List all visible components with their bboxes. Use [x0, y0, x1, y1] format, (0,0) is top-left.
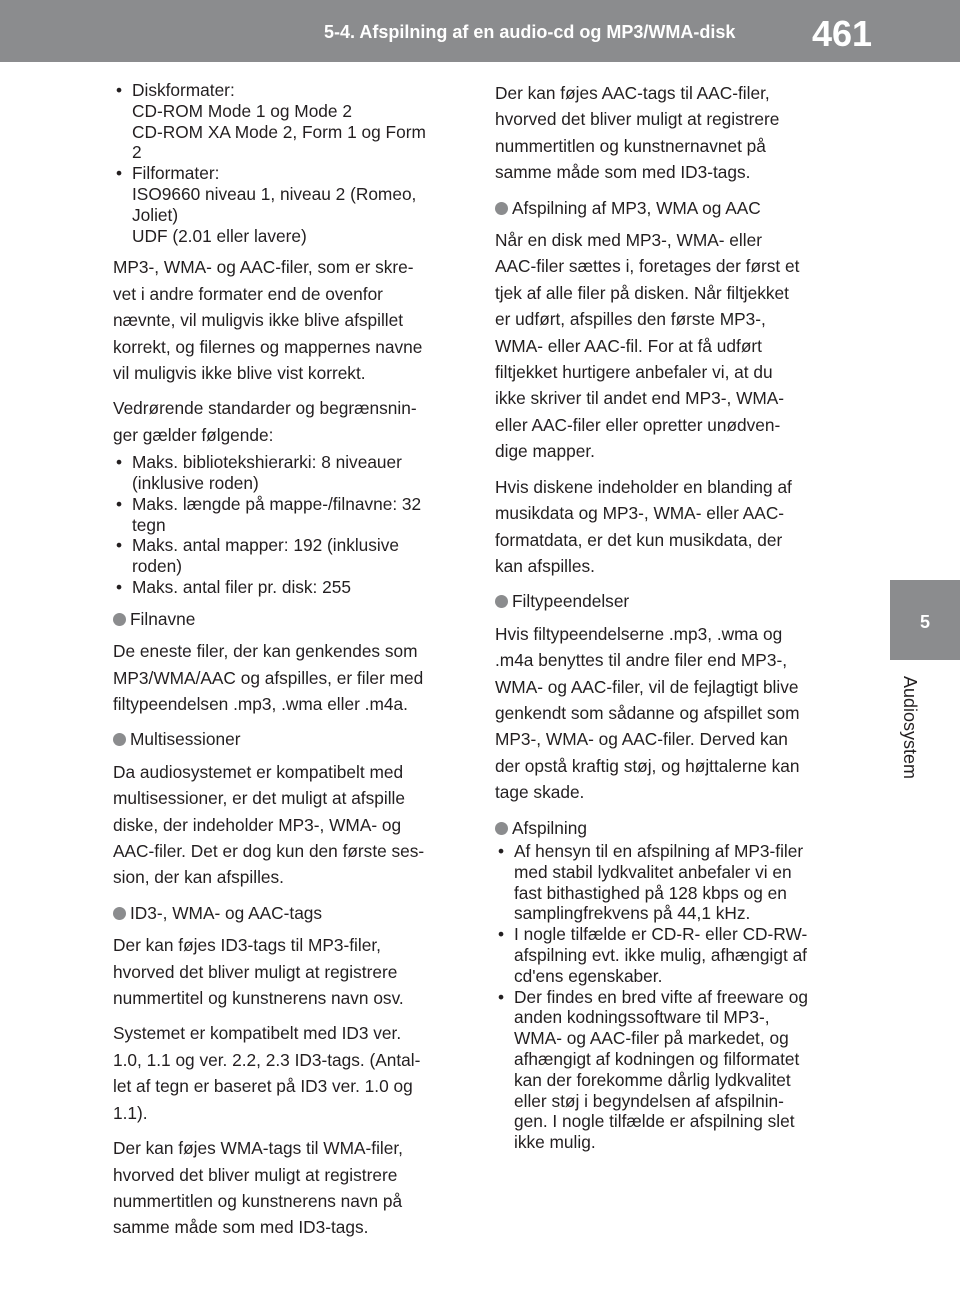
- text-line: De eneste filer, der kan genkendes som: [113, 641, 418, 662]
- text-line: AAC-filer sættes i, foretages der først et: [495, 256, 800, 277]
- text-line: 1.0, 1.1 og ver. 2.2, 2.3 ID3-tags. (Antal-: [113, 1049, 421, 1070]
- bullet-dot-icon: [113, 733, 126, 746]
- bullet-dot-icon: [495, 822, 508, 835]
- text-line: Der kan føjes WMA-tags til WMA-filer,: [113, 1138, 403, 1159]
- text-line: WMA- og AAC-filer, vil de fejlagtigt blive: [495, 676, 799, 697]
- bullet-dot-icon: [495, 202, 508, 215]
- paragraph: [113, 1135, 465, 1241]
- text-line: WMA- eller AAC-fil. For at få udført: [495, 335, 762, 356]
- list-item-line: (inklusive roden): [132, 473, 259, 494]
- text-line: er udført, afspilles den første MP3-,: [495, 309, 766, 330]
- text-line: sion, der kan afspilles.: [113, 867, 284, 888]
- chapter-number: 5: [919, 612, 930, 632]
- text-line: Da audiosystemet er kompatibelt med: [113, 761, 404, 782]
- bullet-icon: •: [498, 840, 505, 861]
- text-line: Der kan føjes AAC-tags til AAC-filer,: [495, 83, 770, 103]
- text-line: filtypeendelsen .mp3, .wma eller .m4a.: [113, 694, 408, 715]
- list-item-line: roden): [132, 556, 182, 577]
- paragraph: [113, 395, 465, 448]
- list-item-line: Maks. bibliotekshierarki: 8 niveauer: [132, 452, 402, 473]
- list-item: [113, 494, 465, 536]
- playback-list: [495, 841, 847, 1153]
- list-item-line: Joliet): [132, 204, 179, 225]
- paragraph: [113, 759, 465, 891]
- text-line: musikdata og MP3-, WMA- eller AAC-: [495, 503, 785, 524]
- list-item: [495, 841, 847, 924]
- text-line: genkendt som sådanne og afspillet som: [495, 702, 800, 723]
- list-item-line: anden kodningssoftware til MP3-,: [514, 1007, 770, 1028]
- text-line: multisessioner, er det muligt at afspille: [113, 788, 405, 809]
- list-item: [495, 987, 847, 1153]
- paragraph: [113, 1020, 465, 1126]
- limits-list: [113, 452, 465, 598]
- list-item-line: UDF (2.01 eller lavere): [132, 225, 307, 246]
- subheading: Filtypeendelser: [495, 588, 847, 614]
- paragraph: [495, 474, 847, 580]
- paragraph: [495, 621, 847, 806]
- list-item: [113, 163, 465, 246]
- list-item-line: kan der forekomme dårlig lydkvalitet: [514, 1069, 791, 1090]
- list-item-line: med stabil lydkvalitet anbefaler vi en: [514, 861, 792, 882]
- text-line: samme måde som med ID3-tags.: [495, 162, 751, 183]
- paragraph: [495, 227, 847, 465]
- list-item-line: afspilning evt. ikke mulig, afhængigt af: [514, 944, 807, 965]
- bullet-icon: •: [116, 163, 123, 184]
- text-line: nummertitlen og kunstnerens navn på: [113, 1190, 403, 1211]
- list-item-line: gen. I nogle tilfælde er afspilning slet: [514, 1111, 795, 1132]
- chapter-label: [894, 676, 924, 796]
- text-line: vil muligvis ikke blive vist korrekt.: [113, 363, 366, 383]
- list-item-line: fast bithastighed på 128 kbps og en: [514, 882, 787, 903]
- chapter-label-text: Audiosystem: [900, 676, 920, 780]
- list-item-line: afhængigt af kodningen og filformatet: [514, 1048, 800, 1069]
- bullet-icon: •: [116, 80, 123, 100]
- bullet-icon: •: [116, 577, 123, 597]
- text-line: .m4a benyttes til andre filer end MP3-,: [495, 650, 788, 671]
- list-item: [113, 535, 465, 577]
- list-item-line: Maks. længde på mappe-/filnavne: 32: [132, 493, 422, 514]
- list-item-line: Maks. antal mapper: 192 (inklusive: [132, 535, 400, 556]
- list-item-line: tegn: [132, 514, 166, 535]
- list-item-line: eller støj i begyndelsen af afspilnin-: [514, 1090, 784, 1111]
- text-line: Der kan føjes ID3-tags til MP3-filer,: [113, 935, 381, 956]
- bullet-dot-icon: [113, 907, 126, 920]
- subheading: Afspilning af MP3, WMA og AAC: [495, 195, 847, 221]
- text-line: MP3-, WMA- og AAC-filer, som er skre-: [113, 257, 414, 278]
- list-item-line: Filformater:: [132, 163, 220, 184]
- text-line: kan afspilles.: [495, 555, 595, 576]
- list-item-line: 2: [132, 142, 142, 163]
- text-line: vet i andre formater end de ovenfor: [113, 283, 383, 304]
- text-line: Hvis filtypeendelserne .mp3, .wma og: [495, 623, 783, 644]
- text-line: samme måde som med ID3-tags.: [113, 1217, 369, 1238]
- bullet-icon: •: [116, 535, 123, 556]
- list-item-line: Af hensyn til en afspilning af MP3-filer: [514, 840, 804, 861]
- list-item-line: ISO9660 niveau 1, niveau 2 (Romeo,: [132, 183, 417, 204]
- list-item: [113, 80, 465, 163]
- bullet-icon: •: [116, 452, 123, 473]
- text-line: der opstå kraftig støj, og højttalerne kan: [495, 755, 800, 776]
- text-line: diske, der indeholder MP3-, WMA- og: [113, 814, 402, 835]
- list-item: [495, 924, 847, 986]
- list-item-line: Der findes en bred vifte af freeware og: [514, 986, 808, 1007]
- header-bar: [0, 0, 960, 62]
- list-item-line: Maks. antal filer pr. disk: 255: [132, 577, 351, 597]
- text-line: Når en disk med MP3-, WMA- eller: [495, 230, 762, 251]
- paragraph: [113, 638, 465, 717]
- text-line: korrekt, og filernes og mappernes navne: [113, 336, 423, 357]
- text-line: nummertitel og kunstnerens navn osv.: [113, 988, 404, 1009]
- text-line: nævnte, vil muligvis ikke blive afspillet: [113, 310, 404, 331]
- paragraph: [495, 80, 847, 186]
- list-item-line: CD-ROM XA Mode 2, Form 1 og Form: [132, 121, 426, 142]
- text-line: MP3/WMA/AAC og afspilles, er filer med: [113, 667, 424, 688]
- format-list: [113, 80, 465, 246]
- text-line: Systemet er kompatibelt med ID3 ver.: [113, 1023, 402, 1044]
- list-item-line: I nogle tilfælde er CD-R- eller CD-RW-: [514, 924, 808, 945]
- text-line: tage skade.: [495, 782, 585, 803]
- list-item: [113, 452, 465, 494]
- subheading: Multisessioner: [113, 726, 465, 752]
- section-title: 5-4. Afspilning af en audio-cd og MP3/WMA-disk: [324, 22, 736, 42]
- text-line: hvorved det bliver muligt at registrere: [495, 109, 780, 130]
- bullet-icon: •: [498, 924, 505, 945]
- page-number: 461: [812, 13, 873, 54]
- text-line: ikke skriver til andet end MP3-, WMA-: [495, 388, 785, 409]
- list-item-line: ikke mulig.: [514, 1132, 596, 1153]
- text-line: formatdata, er det kun musikdata, der: [495, 529, 783, 550]
- text-line: Vedrørende standarder og begrænsnin-: [113, 398, 417, 419]
- text-line: hvorved det bliver muligt at registrere: [113, 1164, 398, 1185]
- list-item: [113, 577, 465, 598]
- list-item-line: WMA- og AAC-filer på markedet, og: [514, 1028, 789, 1049]
- subheading: ID3-, WMA- og AAC-tags: [113, 900, 465, 926]
- text-line: ger gælder følgende:: [113, 424, 274, 445]
- text-line: AAC-filer. Det er dog kun den første ses-: [113, 841, 425, 862]
- text-line: dige mapper.: [495, 441, 595, 462]
- bullet-icon: •: [498, 986, 505, 1007]
- text-line: 1.1).: [113, 1102, 148, 1123]
- left-column: [113, 80, 465, 1250]
- bullet-icon: •: [116, 493, 123, 514]
- subheading: Afspilning: [495, 815, 847, 841]
- text-line: MP3-, WMA- og AAC-filer. Derved kan: [495, 729, 788, 750]
- chapter-tab: [890, 580, 960, 660]
- list-item-line: samplingfrekvens på 44,1 kHz.: [514, 903, 751, 924]
- bullet-dot-icon: [113, 613, 126, 626]
- text-line: Hvis diskene indeholder en blanding af: [495, 476, 792, 497]
- text-line: nummertitlen og kunstnernavnet på: [495, 135, 766, 156]
- list-item-line: cd'ens egenskaber.: [514, 965, 663, 986]
- text-line: filtjekket hurtigere anbefaler vi, at du: [495, 362, 773, 383]
- paragraph: [113, 932, 465, 1011]
- text-line: eller AAC-filer eller opretter unødven-: [495, 414, 781, 435]
- text-line: hvorved det bliver muligt at registrere: [113, 961, 398, 982]
- subheading: Filnavne: [113, 606, 465, 632]
- text-line: tjek af alle filer på disken. Når filtjekket: [495, 282, 789, 303]
- bullet-dot-icon: [495, 595, 508, 608]
- list-item-line: Diskformater:: [132, 80, 235, 100]
- text-line: let af tegn er baseret på ID3 ver. 1.0 og: [113, 1076, 413, 1097]
- paragraph: [113, 254, 465, 386]
- list-item-line: CD-ROM Mode 1 og Mode 2: [132, 100, 352, 121]
- right-column: [495, 80, 847, 1161]
